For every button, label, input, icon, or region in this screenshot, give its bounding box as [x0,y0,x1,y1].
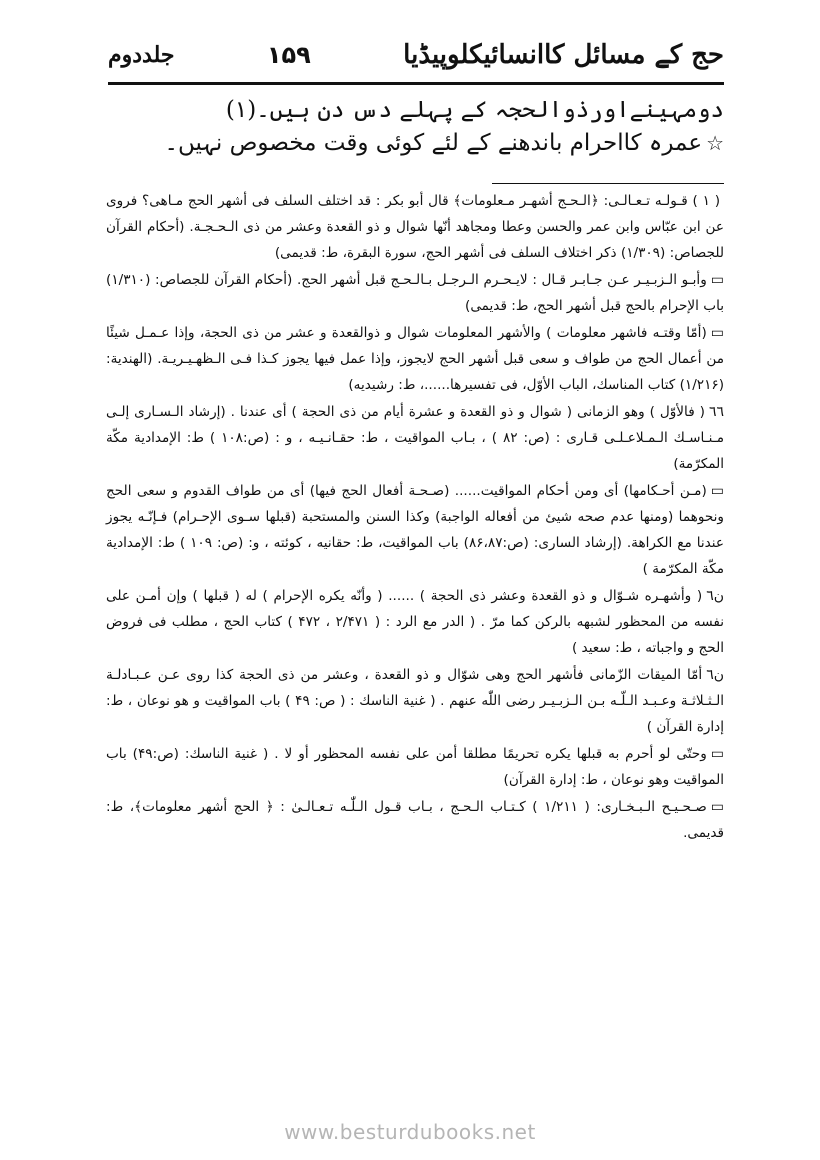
footnote-text: وأبـو الـزبـيـر عـن جـابـر قـال : لايـحـرم الـرجـل بـالـحـج قبل أشهر الحج. (أحكام القرآن للجصاص: (۱/۳۱۰) باب الإحرام بالحج قبل أشهر الحج، ط: قديمى) [106,272,724,314]
footnote-marker: ن٦ [706,588,724,604]
footnote [106,583,724,661]
footnote-marker-icon: ▭ [710,272,724,288]
footnote-text: ( ۱ ) قـولـه تـعـالـى: ﴿الـحـج أشهـر مـعلومات﴾ قال أبو بكر : قد اختلف السلف فى أشهر الحج مـاهى؟ فروى عن ابن عبّاس وابن عمر والحسن وعطا ومجاهد أنّها شوال و ذو القعدة وعشر من ذى الـحـجـة. (أحكام القرآن للجصاص: (۱/۳۰۹) ذكر اختلاف السلف فى أشهر الحج، سورة البقرة، ط: قديمى) [106,193,724,261]
footnote [106,267,724,319]
footnote [106,399,724,477]
main-line-2 [108,127,724,160]
footnote-marker-icon: ▭ [710,799,724,815]
footnote [106,662,724,740]
footnote [106,320,724,398]
footnote-marker-icon: ▭ [710,746,724,762]
footnote [106,794,724,846]
main-line-2-text: عمرہ کااحرام باندھنے کے لئے کوئی وقت مخصوص نہیں۔ [164,130,703,156]
book-title: حج کے مسائل کاانسائیکلوپیڈیا [403,40,724,70]
footnote-marker: ن٦ [706,667,724,683]
header-rule [108,82,724,85]
footnote-marker: ٦٦ [708,404,724,420]
footnote [106,478,724,582]
page-header [108,30,724,80]
footnote-text: (أمّا وقتـه فاشهر معلومات ) والأشهر المعلومات شوال و ذوالقعدة و عشر من ذى الحجة، وإذا عـمـل شيئًا من أعمال الحج من طواف و سعى قبل أشهر الحج لايجوز، وإذا عمل فيها يجوز كـذا فـى الـظهـيـريـة. (الهندية: (۱/۲۱۶) كتاب المناسك، الباب الأوّل، فى تفسيرها......، ط: رشيديه) [106,325,724,393]
star-icon: ☆ [706,131,724,155]
footnote [106,741,724,793]
footnote-text: صـحـيـح الـبـخـارى: ( ۱/۲۱۱ ) كـتـاب الـحـج ، بـاب قـول الـلّٰـه تـعـالـىٰ : ﴿ الحج أشهر معلومات﴾، ط: قديمى. [106,799,724,841]
footnote-text: وحتّى لو أحرم به قبلها يكره تحريمًا مطلقا أمن على نفسه المحظور أو لا . ( غنية الناسك: (ص:۴۹) باب المواقيت وهو نوعان ، ط: إدارة القرآن) [106,746,724,788]
volume-label: جلددوم [108,42,175,68]
footnote-text: ( وأشهـره شـوّال و ذو القعدة وعشر ذى الحجة ) ...... ( وأنّه يكره الإحرام ) له ( قبلها ) وإن أمـن على نفسه من المحظور لشبهه بالركن كما مرّ . ( الدر مع الرد : ( ۲/۴۷۱ ، ۴۷۲ ) كتاب الحج ، مطلب فى فروض الحج و واجباته ، ط: سعيد ) [106,588,725,656]
footnote-marker-icon: ▭ [710,483,724,499]
main-line-1: دومہینےاورذوالحجہ کے پہلے دس دن ہیں۔(۱) [225,97,724,123]
footnote-marker-icon: ▭ [710,325,724,341]
footnotes [106,188,724,847]
footnote [106,188,724,266]
page-number: ۱۵۹ [266,41,311,69]
footnote-text: أمّا الميقات الزّمانى فأشهر الحج وهى شوّال و ذو القعدة ، وعشر من ذى الحجة كذا روى عـن عـبـادلـة الـثـلاثـة وعـبـد الـلّـه بـن الـزبـيـر رضى اللّٰه عنهم . ( غنية الناسك : ( ص: ۴۹ ) باب المواقيت و هو نوعان ، ط: إدارة القرآن ) [106,667,724,735]
footnote-text: ( فالأوّل ) وهو الزمانى ( شوال و ذو القعدة و عشرة أيام من ذى الحجة ) أى عندنا . (إرشاد الـسـارى إلـى مـنـاسـك الـمـلاعـلـى قـارى : (ص: ۸۲ ) ، بـاب المواقيت ، ط: حقـانـيـه ، و : (ص:۱۰۸ ) ط: الإمدادية مكّة المكرّمة) [106,404,724,472]
main-text [108,94,724,160]
footnote-text: (مـن أحـكامها) أى ومن أحكام المواقيت...... (صـحـة أفعال الحج فيها) أى من طواف القدوم و سعى الحج ونحوهما (ومنها عدم صحه شيئ من أفعاله الواجبة) وكذا السنن والمستحبة (قبلها سـوى الإحـرام) فـإنّـه يجوز عندنا مع الكراهة. (إرشاد السارى: (ص:۸۶،۸۷) باب المواقيت، ط: حقانيه ، كوئته ، و: (ص: ۱۰۹ ) ط: الإمدادية مكّة المكرّمة ) [106,483,724,577]
footnote-separator [492,183,724,184]
watermark-url: www.besturdubooks.net [284,1120,536,1144]
